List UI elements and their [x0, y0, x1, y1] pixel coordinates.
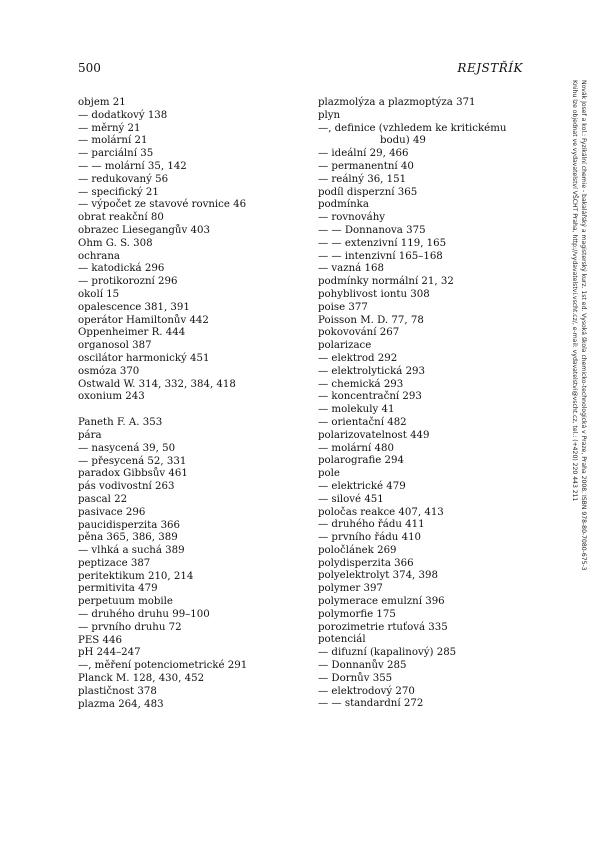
index-entry: — difuzní (kapalinový) 285 [318, 647, 457, 659]
index-entry: operátor Hamiltonův 442 [78, 314, 209, 326]
index-entry: — výpočet ze stavové rovnice 46 [78, 199, 247, 211]
index-entry: pás vodivostní 263 [78, 481, 175, 493]
index-entry: —, definice (vzhledem ke kritickému [318, 122, 507, 134]
index-entry: Oppenheimer R. 444 [78, 327, 186, 339]
index-entry: poločlánek 269 [318, 544, 397, 556]
index-entry: perpetuum mobile [78, 596, 173, 608]
index-entry: — protikorozní 296 [78, 276, 178, 288]
index-entry: permitivita 479 [78, 583, 158, 595]
index-entry: polymorfie 175 [318, 608, 396, 620]
index-entry: ochrana [78, 250, 120, 262]
index-entry: — rovnováhy [318, 212, 386, 224]
index-entry: — ideální 29, 466 [318, 148, 409, 160]
index-entry: polydisperzita 366 [318, 557, 414, 569]
page-header [78, 61, 523, 81]
page-number: 500 [78, 61, 101, 75]
index-entry: Paneth F. A. 353 [78, 417, 163, 429]
index-entry: osmóza 370 [78, 365, 140, 377]
index-entry: — molární 480 [318, 442, 394, 454]
index-entry: — orientační 482 [318, 416, 407, 428]
index-entry: — — molární 35, 142 [78, 160, 187, 172]
index-entry: obrazec Liesegangův 403 [78, 224, 210, 236]
index-entry: pohyblivost iontu 308 [318, 288, 430, 300]
index-entry: — parciální 35 [78, 148, 154, 160]
index-entry: — Donnanův 285 [318, 660, 407, 672]
index-entry: — redukovaný 56 [78, 173, 169, 185]
index-entry: potenciál [318, 634, 366, 646]
index-entry: Ohm G. S. 308 [78, 237, 153, 249]
index-entry: —, měření potenciometrické 291 [78, 660, 248, 672]
index-entry: — chemická 293 [318, 378, 404, 390]
index-entry: — vlhká a suchá 389 [78, 545, 185, 557]
index-entry: peptizace 387 [78, 557, 151, 569]
index-entry: polarizovatelnost 449 [318, 429, 430, 441]
index-entry: — elektrické 479 [318, 480, 406, 492]
index-entry: — druhého druhu 99–100 [78, 609, 210, 621]
index-entry: — přesycená 52, 331 [78, 455, 187, 467]
index-entry: — vazná 168 [318, 263, 384, 275]
index-entry: — — intenzivní 165–168 [318, 250, 443, 262]
running-title: REJSTŘÍK [457, 61, 523, 75]
index-entry: pH 244–247 [78, 647, 141, 659]
index-entry: plastičnost 378 [78, 685, 157, 697]
index-entry: okolí 15 [78, 288, 120, 300]
index-entry: polyelektrolyt 374, 398 [318, 570, 438, 582]
index-entry: — — extenzivní 119, 165 [318, 237, 447, 249]
index-entry: — koncentrační 293 [318, 391, 422, 403]
index-entry: porozimetrie rtuťová 335 [318, 621, 448, 633]
index-entry: podmínky normální 21, 32 [318, 276, 454, 288]
index-entry: — prvního řádu 410 [318, 532, 422, 544]
index-entry: peritektikum 210, 214 [78, 570, 194, 582]
index-entry: pára [78, 429, 102, 441]
index-entry: — molární 21 [78, 135, 148, 147]
index-entry: — specifický 21 [78, 186, 159, 198]
index-entry: — molekuly 41 [318, 404, 395, 416]
index-entry: pokovování 267 [318, 327, 400, 339]
index-entry: paucidisperzita 366 [78, 519, 181, 531]
index-entry: Planck M. 128, 430, 452 [78, 673, 205, 685]
index-entry: plazma 264, 483 [78, 698, 164, 710]
side-note [540, 80, 588, 720]
index-entry: bodu) 49 [380, 135, 426, 147]
index-entry: poise 377 [318, 301, 368, 313]
index-entry: Ostwald W. 314, 332, 384, 418 [78, 378, 236, 390]
index-entry: polarizace [318, 340, 372, 352]
index-entry: — prvního druhu 72 [78, 621, 182, 633]
index-entry: organosol 387 [78, 340, 152, 352]
index-entry: — druhého řádu 411 [318, 519, 425, 531]
index-entry: pole [318, 468, 340, 480]
index-entry: oxonium 243 [78, 391, 145, 403]
index-entry: — permanentní 40 [318, 160, 414, 172]
index-entry: podmínka [318, 199, 369, 211]
index-entry: polymerace emulzní 396 [318, 596, 445, 608]
index-entry: polymer 397 [318, 583, 383, 595]
index-entry: PES 446 [78, 634, 122, 646]
index-entry: — elektrolytická 293 [318, 365, 426, 377]
index-entry: — měrný 21 [78, 122, 141, 134]
index-entry: poločas reakce 407, 413 [318, 506, 444, 518]
index-entry: Poisson M. D. 77, 78 [318, 314, 424, 326]
index-entry: plazmolýza a plazmoptýza 371 [318, 97, 476, 108]
index-entry: — — Donnanova 375 [318, 224, 426, 236]
index-column-left [78, 97, 288, 711]
index-entry: — silové 451 [318, 493, 384, 505]
index-entry: — dodatkový 138 [78, 109, 168, 121]
index-entry: pěna 365, 386, 389 [78, 532, 178, 544]
index-entry: pascal 22 [78, 493, 128, 505]
side-note-line: Novák Josef a kol.: Fyzikální chemie - bakalářský a magisterský kurz. 1st ed. Vysoká škola chemicko-technologická v Praze, Praha 2008. ISBN 978-80-7080-675-3 [580, 80, 587, 571]
index-entry: — Dornův 355 [318, 672, 393, 684]
index-entry: — nasycená 39, 50 [78, 442, 176, 454]
index-entry: — reálný 36, 151 [318, 173, 407, 185]
index-entry: — elektrodový 270 [318, 685, 415, 697]
index-entry: — katodická 296 [78, 263, 165, 275]
index-entry: — — standardní 272 [318, 698, 424, 710]
index-entry: objem 21 [78, 97, 126, 108]
index-entry: oscilátor harmonický 451 [78, 352, 210, 364]
index-entry: podíl disperzní 365 [318, 186, 418, 198]
index-entry: pasivace 296 [78, 506, 146, 518]
side-note-text [570, 80, 588, 720]
index-column-right [318, 97, 523, 711]
index-entry: paradox Gibbsův 461 [78, 468, 188, 480]
index-entry: plyn [318, 109, 341, 121]
index-entry: polarografie 294 [318, 455, 404, 467]
index-entry: — elektrod 292 [318, 352, 398, 364]
side-note-line: Knihu lze objednat ve vydavatelství VŠCHT Praha, http://vydavatelstvi.vscht.cz/, e-mail: vydavatelstvi@vscht.cz, tel.: (+420) 220 443 211 [571, 80, 578, 502]
index-entry: obrat reakční 80 [78, 212, 164, 224]
index-entry: opalescence 381, 391 [78, 301, 190, 313]
